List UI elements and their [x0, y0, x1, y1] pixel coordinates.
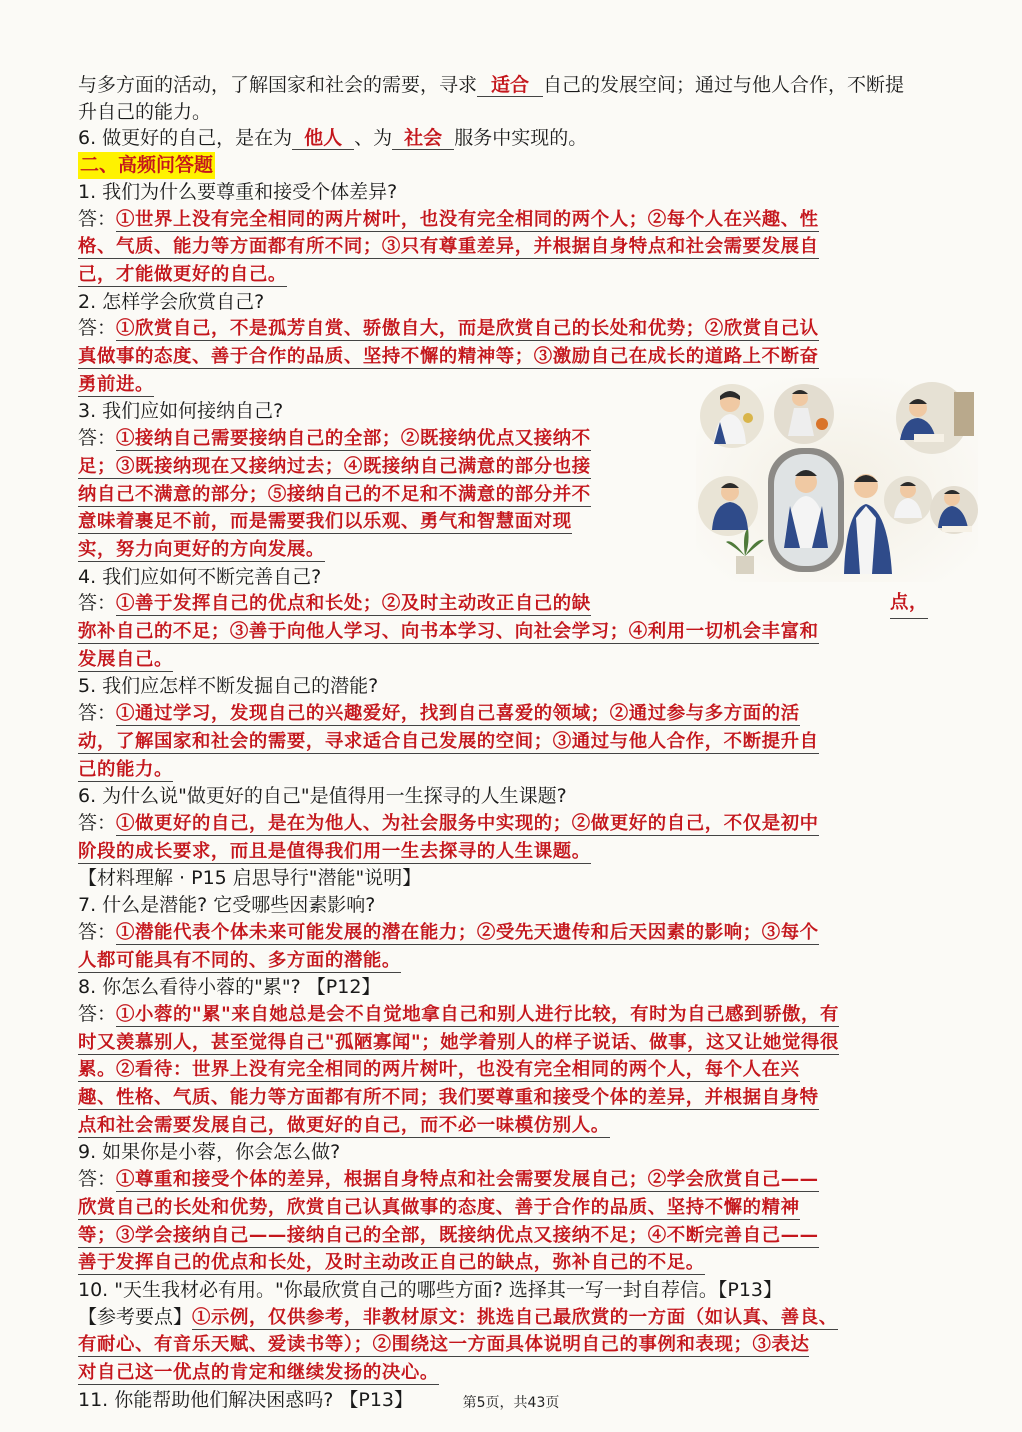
question-2: 2. 怎样学会欣赏自己?: [78, 290, 265, 313]
answer-3-line-3: 纳自己不满意的部分；⑤接纳自己的不足和不满意的部分并不: [78, 483, 591, 505]
mirror-boy-illustration: [696, 378, 978, 582]
section-title: 二、高频问答题: [78, 152, 215, 179]
answer-6-line-1: 答：①做更好的自己，是在为他人、为社会服务中实现的；②做更好的自己，不仅是初中: [78, 811, 819, 834]
answer-6-line-2: 阶段的成长要求，而且是值得我们用一生去探寻的人生课题。: [78, 840, 591, 862]
answer-9-line-3: 等；③学会接纳自己——接纳自己的全部，既接纳优点又接纳不足；④不断完善自己——: [78, 1224, 819, 1246]
intro-line-1: 与多方面的活动，了解国家和社会的需要，寻求 适合 自己的发展空间；通过与他人合作，不断提: [78, 74, 905, 96]
answer-8-line-5: 点和社会需要发展自己，做更好的自己，而不必一味模仿别人。: [78, 1114, 610, 1136]
question-9: 9. 如果你是小蓉，你会怎么做?: [78, 1141, 341, 1164]
answer-5-line-1: 答：①通过学习，发现自己的兴趣爱好，找到自己喜爱的领域；②通过参与多方面的活: [78, 702, 800, 725]
answer-8-line-3: 累。②看待：世界上没有完全相同的两片树叶，也没有完全相同的两个人，每个人在兴: [78, 1059, 800, 1081]
answer-9-line-1: 答：①尊重和接受个体的差异，根据自身特点和社会需要发展自己；②学会欣赏自己——: [78, 1168, 819, 1191]
answer-3-line-2: 足；③既接纳现在又接纳过去；④既接纳自己满意的部分也接: [78, 455, 591, 477]
answer-10-line-1: 【参考要点】①示例，仅供参考，非教材原文：挑选自己最欣赏的一方面（如认真、善良、: [78, 1305, 838, 1328]
answer-3-line-1: 答：①接纳自己需要接纳自己的全部；②既接纳优点又接纳不: [78, 427, 591, 450]
question-11: 11. 你能帮助他们解决困惑吗? 【P13】: [78, 1388, 414, 1411]
answer-9-line-2: 欣赏自己的长处和优势，欣赏自己认真做事的态度、善于合作的品质、坚持不懈的精神: [78, 1196, 800, 1218]
fill-blank-answer: 适合: [477, 74, 543, 97]
question-6: 6. 为什么说"做更好的自己"是值得用一生探寻的人生课题?: [78, 785, 567, 808]
intro-line-2: 升自己的能力。: [78, 100, 212, 123]
answer-2-line-1: 答：①欣赏自己，不是孤芳自赏、骄傲自大，而是欣赏自己的长处和优势；②欣赏自己认: [78, 317, 819, 340]
answer-4-tail: 点，: [890, 590, 928, 619]
material-heading: 【材料理解 · P15 启思导行"潜能"说明】: [78, 867, 422, 890]
vignette-medal: [700, 384, 764, 448]
answer-3-line-4: 意味着裹足不前，而是需要我们以乐观、勇气和智慧面对现: [78, 511, 572, 533]
answer-4-line-2: 弥补自己的不足；③善于向他人学习、向书本学习、向社会学习；④利用一切机会丰富和: [78, 621, 819, 643]
answer-9-line-4: 善于发挥自己的优点和长处，及时主动改正自己的缺点，弥补自己的不足。: [78, 1252, 705, 1274]
question-5: 5. 我们应怎样不断发掘自己的潜能?: [78, 675, 379, 698]
fill-blank-answer: 社会: [392, 127, 454, 150]
answer-8-line-1: 答：①小蓉的"累"来自她总是会不自觉地拿自己和别人进行比较，有时为自己感到骄傲，有: [78, 1002, 840, 1025]
fill-blank-answer: 他人: [292, 127, 354, 150]
vignette-thinking: [698, 476, 758, 536]
answer-1-line-1: 答：①世界上没有完全相同的两片树叶，也没有完全相同的两个人；②每个人在兴趣、性: [78, 207, 819, 230]
answer-5-line-2: 动，了解国家和社会的需要，寻求适合自己发展的空间；③通过与他人合作，不断提升自: [78, 730, 819, 752]
question-3: 3. 我们应如何接纳自己?: [78, 400, 284, 423]
mirror-icon: [768, 448, 844, 572]
answer-10-line-3: 对自己这一优点的肯定和继续发扬的决心。: [78, 1362, 439, 1384]
answer-1-line-3: 己，才能做更好的自己。: [78, 263, 287, 285]
answer-4-line-1: 答：①善于发挥自己的优点和长处；②及时主动改正自己的缺 点，: [78, 590, 948, 618]
answer-2-line-2: 真做事的态度、善于合作的品质、坚持不懈的精神等；③激励自己在成长的道路上不断奋: [78, 346, 819, 368]
answer-5-line-3: 己的能力。: [78, 758, 173, 780]
question-8: 8. 你怎么看待小蓉的"累"? 【P12】: [78, 976, 381, 999]
answer-4-line-3: 发展自己。: [78, 648, 173, 670]
answer-3-line-5: 实，努力向更好的方向发展。: [78, 538, 325, 560]
answer-1-line-2: 格、气质、能力等方面都有所不同；③只有尊重差异，并根据自身特点和社会需要发展自: [78, 236, 819, 258]
question-10: 10. "天生我材必有用。"你最欣赏自己的哪些方面? 选择其一写一封自荐信。【P13】: [78, 1278, 782, 1301]
answer-7-line-1: 答：①潜能代表个体未来可能发展的潜在能力；②受先天遗传和后天因素的影响；③每个: [78, 920, 819, 943]
answer-7-line-2: 人都可能具有不同的、多方面的潜能。: [78, 949, 401, 971]
answer-8-line-2: 时又羡慕别人，甚至觉得自己"孤陋寡闻"；她学着别人的样子说话、做事，这又让她觉得很: [78, 1031, 839, 1053]
answer-2-line-3: 勇前进。: [78, 373, 154, 395]
answer-8-line-4: 趣、性格、气质、能力等方面都有所不同；我们要尊重和接受个体的差异，并根据自身特: [78, 1087, 819, 1109]
question-7: 7. 什么是潜能? 它受哪些因素影响?: [78, 894, 376, 917]
answer-10-line-2: 有耐心、有音乐天赋、爱读书等）；②围绕这一方面具体说明自己的事例和表现；③表达: [78, 1334, 810, 1356]
question-4: 4. 我们应如何不断完善自己?: [78, 565, 322, 588]
question-1: 1. 我们为什么要尊重和接受个体差异?: [78, 180, 398, 203]
page-number: 第5页，共43页: [462, 1395, 560, 1411]
fill-item-6: 6. 做更好的自己，是在为 他人 、为 社会 服务中实现的。: [78, 127, 588, 150]
vignette-basketball: [774, 384, 834, 444]
